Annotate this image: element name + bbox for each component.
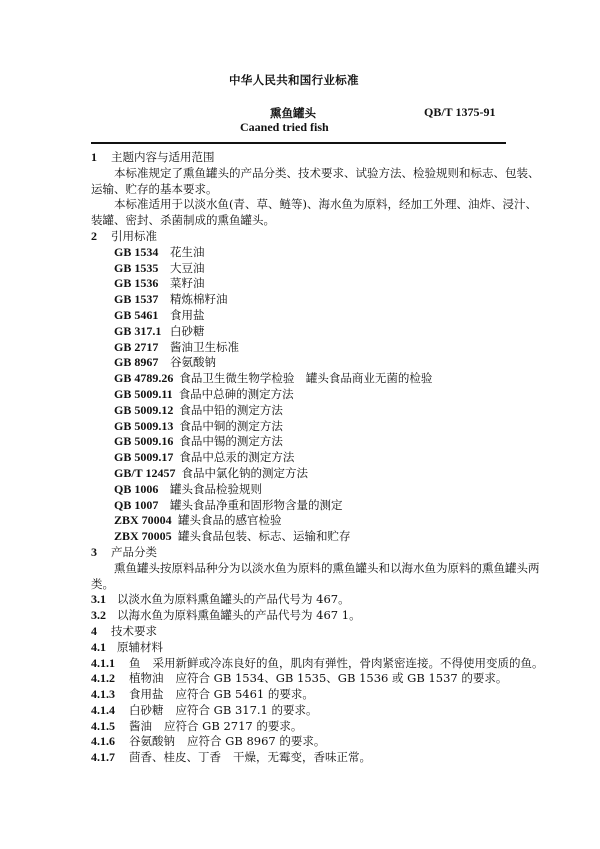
clause-item: [91, 671, 506, 687]
reference-name: 食用盐: [170, 307, 205, 322]
standard-code: QB/T 1375-91: [424, 105, 496, 119]
clause-item: [91, 592, 506, 608]
clause-number: 3.1: [91, 592, 106, 607]
reference-name: 食品中总汞的测定方法: [179, 450, 295, 465]
clause-text: 采用新鲜或冷冻良好的鱼，肌肉有弹性，骨肉紧密连接。不得使用变质的鱼。: [152, 655, 544, 670]
reference-name: 大豆油: [170, 260, 205, 275]
reference-code: GB 5009.17: [114, 450, 174, 465]
reference-name: 食品中锡的测定方法: [179, 434, 283, 449]
document-title-en: Caaned tried fish: [240, 120, 329, 134]
clause-number: 4.1.1: [91, 655, 115, 670]
clause-label: 食用盐: [129, 687, 164, 702]
reference-name: 罐头食品包装、标志、运输和贮存: [178, 529, 351, 544]
clause-text: 应符合 GB 317.1 的要求。: [175, 702, 318, 717]
reference-code: GB 1535: [114, 260, 159, 275]
reference-code: QB 1007: [114, 497, 159, 512]
clause-text: 干燥，无霉变，香味正常。: [233, 750, 371, 765]
clause-number: 4.1.6: [91, 734, 115, 749]
reference-code: GB 2717: [114, 339, 159, 354]
section-number: 3: [91, 544, 97, 559]
reference-item: [91, 324, 506, 340]
paragraph-line: 运输、贮存的基本要求。: [91, 181, 218, 196]
clause-number: 4.1.3: [91, 687, 115, 702]
clause-number: 4.1.2: [91, 671, 115, 686]
reference-item: [91, 292, 506, 308]
paragraph-line: 本标准规定了熏鱼罐头的产品分类、技术要求、试验方法、检验规则和标志、包装、: [114, 165, 540, 180]
reference-code: GB 1537: [114, 292, 159, 307]
reference-code: QB 1006: [114, 481, 159, 496]
clause-label: 谷氨酸钠: [129, 734, 175, 749]
reference-item: [91, 340, 506, 356]
clause-label: 鱼: [129, 655, 141, 670]
clause-label: 植物油: [129, 671, 164, 686]
document-title-cn: 熏鱼罐头: [270, 106, 316, 120]
reference-name: 精炼棉籽油: [170, 292, 228, 307]
document-body: [91, 150, 544, 766]
subsection-number: 4.1: [91, 639, 106, 654]
reference-item: [91, 513, 506, 529]
reference-name: 食品中总砷的测定方法: [178, 386, 294, 401]
section-heading: [91, 624, 506, 640]
reference-name: 花生油: [170, 244, 205, 259]
reference-item: [91, 261, 506, 277]
reference-item: [91, 355, 506, 371]
reference-name: 食品中铅的测定方法: [179, 402, 283, 417]
clause-text: 以海水鱼为原料熏鱼罐头的产品代号为 467 1。: [117, 608, 361, 623]
clause-item: [91, 750, 506, 766]
reference-code: GB 5009.12: [114, 402, 174, 417]
section-heading: [91, 229, 506, 245]
clause-item: [91, 655, 544, 672]
paragraph-line: 熏鱼罐头按原料品种分为以淡水鱼为原料的熏鱼罐头和以海水鱼为原料的熏鱼罐头两: [114, 560, 540, 575]
reference-item: [91, 529, 506, 545]
reference-item: [91, 308, 506, 324]
reference-item: [91, 498, 506, 514]
clause-text: 应符合 GB 2717 的要求。: [164, 718, 303, 733]
section-heading: [91, 150, 506, 166]
reference-name: 食品中铜的测定方法: [179, 418, 283, 433]
reference-name: 菜籽油: [170, 276, 205, 291]
reference-code: GB 317.1: [114, 323, 162, 338]
clause-item: [91, 719, 506, 735]
reference-name: 罐头食品的感官检验: [178, 513, 282, 528]
clause-number: 3.2: [91, 608, 106, 623]
clause-text: 应符合 GB 1534、GB 1535、GB 1536 或 GB 1537 的要求。: [175, 671, 508, 686]
reference-name: 罐头食品净重和固形物含量的测定: [170, 497, 343, 512]
clause-item: [91, 703, 506, 719]
reference-name: 食品卫生微生物学检验 罐头食品商业无菌的检验: [179, 371, 433, 386]
reference-item: [91, 482, 506, 498]
section-title: 引用标准: [111, 228, 157, 243]
paragraph-line: 类。: [91, 576, 114, 591]
clause-label: 茴香、桂皮、丁香: [129, 750, 221, 765]
reference-item: [91, 450, 506, 466]
clause-text: 以淡水鱼为原料熏鱼罐头的产品代号为 467。: [117, 592, 350, 607]
clause-item: [91, 687, 506, 703]
reference-code: GB 5009.16: [114, 434, 174, 449]
standard-organization: 中华人民共和国行业标准: [229, 73, 359, 87]
section-number: 2: [91, 228, 97, 243]
section-title: 主题内容与适用范围: [111, 150, 215, 164]
paragraph-line: 本标准适用于以淡水鱼(青、草、鲢等)、海水鱼为原料，经加工外理、油炸、浸汁、: [114, 197, 537, 212]
header-rule: [91, 142, 506, 144]
clause-text: 应符合 GB 5461 的要求。: [175, 687, 314, 702]
paragraph-line: 装罐、密封、杀菌制成的熏鱼罐头。: [91, 213, 275, 228]
reference-item: [91, 434, 506, 450]
reference-code: GB 8967: [114, 355, 159, 370]
reference-name: 酱油卫生标准: [170, 339, 239, 354]
reference-code: ZBX 70005: [114, 529, 172, 544]
clause-label: 酱油: [129, 718, 152, 733]
clause-item: [91, 608, 506, 624]
reference-code: GB 5461: [114, 307, 159, 322]
reference-item: [91, 403, 506, 419]
reference-item: [91, 276, 506, 292]
reference-name: 谷氨酸钠: [170, 355, 216, 370]
reference-item: [91, 387, 506, 403]
section-title: 产品分类: [111, 544, 157, 559]
clause-text: 应符合 GB 8967 的要求。: [187, 734, 326, 749]
reference-name: 白砂糖: [170, 323, 205, 338]
reference-name: 食品中氯化钠的测定方法: [181, 465, 308, 480]
reference-name: 罐头食品检验规则: [170, 481, 262, 496]
subsection-title: 原辅材料: [117, 639, 163, 654]
reference-item: [91, 371, 506, 387]
section-number: 1: [91, 150, 97, 164]
clause-number: 4.1.5: [91, 718, 115, 733]
clause-item: [91, 734, 506, 750]
subsection-heading: [91, 640, 506, 656]
section-heading: [91, 545, 506, 561]
reference-item: [91, 245, 506, 261]
reference-code: GB/T 12457: [114, 465, 176, 480]
reference-code: GB 4789.26: [114, 371, 174, 386]
reference-code: ZBX 70004: [114, 513, 172, 528]
section-title: 技术要求: [111, 623, 157, 638]
reference-item: [91, 419, 506, 435]
section-number: 4: [91, 623, 97, 638]
reference-item: [91, 466, 506, 482]
reference-code: GB 1536: [114, 276, 159, 291]
reference-code: GB 5009.11: [114, 386, 173, 401]
reference-code: GB 5009.13: [114, 418, 174, 433]
reference-code: GB 1534: [114, 244, 159, 259]
clause-number: 4.1.7: [91, 750, 115, 765]
clause-number: 4.1.4: [91, 702, 115, 717]
clause-label: 白砂糖: [129, 702, 164, 717]
